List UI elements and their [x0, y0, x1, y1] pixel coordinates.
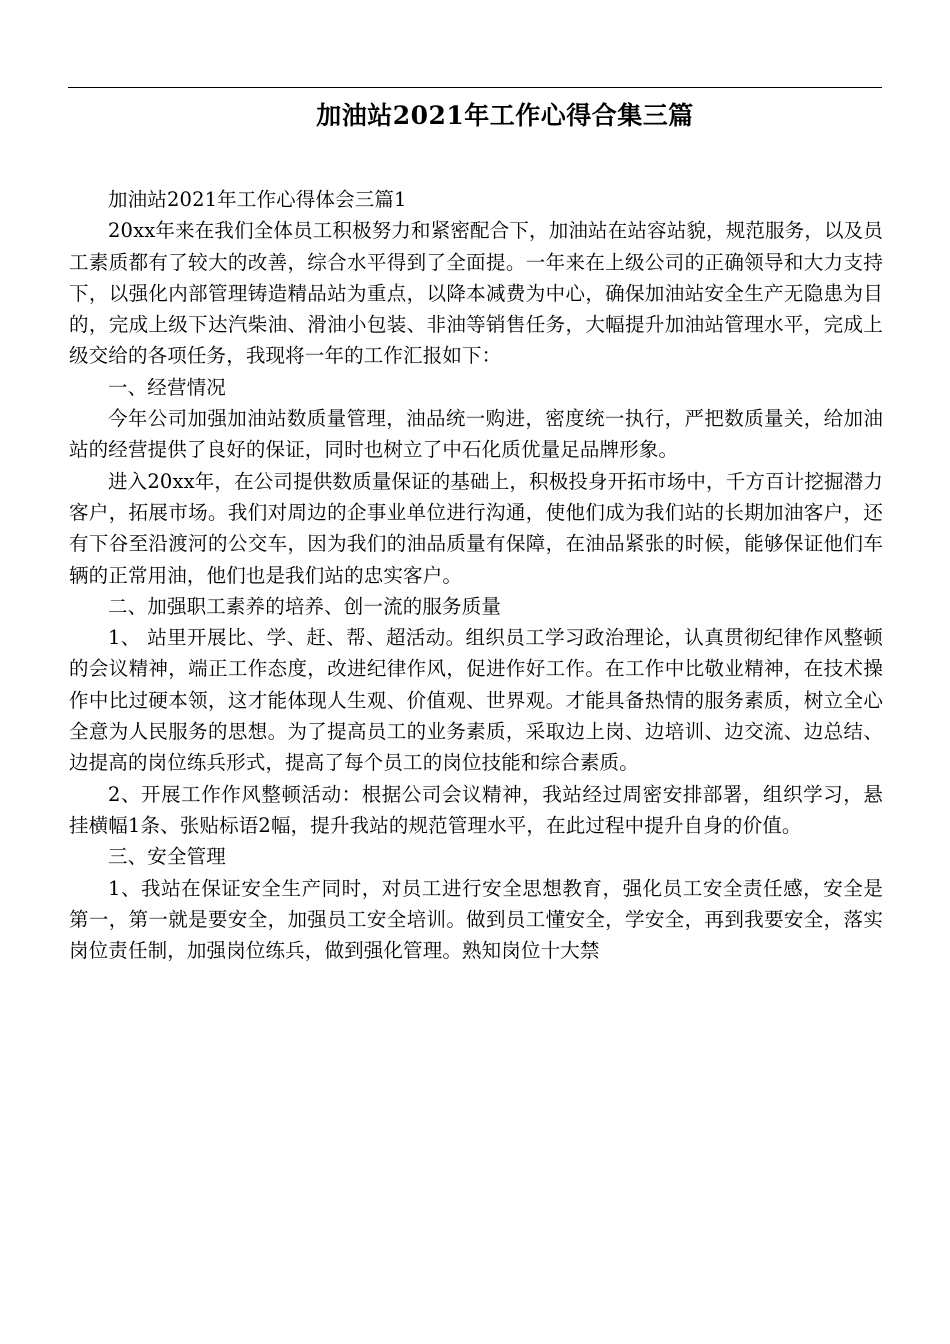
section-heading-staff-training: 二、加强职工素养的培养、创一流的服务质量 — [108, 594, 502, 618]
paragraph-intro: 20xx年来在我们全体员工积极努力和紧密配合下，加油站在站容站貌，规范服务，以及员工素质都有了较大的改善，综合水平得到了全面提。一年来在上级公司的正确领导和大力支持下，以强化内部管理铸造精品站为重点，以降本减费为中心，确保加油站安全生产无隐患为目的，完成上级下达汽柴油、滑油小包装、非油等销售任务，大幅提升加油站管理水平，完成上级交给的各项任务，我现将一年的工作汇报如下： — [69, 219, 883, 368]
paragraph-safety-education: 1、我站在保证安全生产同时，对员工进行安全思想教育，强化员工安全责任感，安全是第一，第一就是要安全，加强员工安全培训。做到员工懂安全，学安全，再到我要安全，落实岗位责任制，加强岗位练兵，做到强化管理。熟知岗位十大禁 — [69, 876, 883, 963]
header-rule — [68, 87, 882, 88]
document-title: 加油站2021年工作心得合集三篇 — [316, 101, 694, 130]
paragraph-work-style: 2、开展工作作风整顿活动：根据公司会议精神，我站经过周密安排部署，组织学习，悬挂横幅1条、张贴标语2幅，提升我站的规范管理水平，在此过程中提升自身的价值。 — [69, 782, 883, 837]
paragraph-quality-management: 今年公司加强加油站数质量管理，油品统一购进，密度统一执行，严把数质量关，给加油站的经营提供了良好的保证，同时也树立了中石化质优量足品牌形象。 — [69, 407, 883, 462]
document-body — [69, 184, 883, 966]
section-heading-part-1: 加油站2021年工作心得体会三篇1 — [108, 188, 407, 211]
paragraph-market-expansion: 进入20xx年，在公司提供数质量保证的基础上，积极投身开拓市场中，千方百计挖掘潜力客户，拓展市场。我们对周边的企事业单位进行沟通，使他们成为我们站的长期加油客户，还有下谷至沿渡河的公交车，因为我们的油品质量有保障，在油品紧张的时候，能够保证他们车辆的正常用油，他们也是我们站的忠实客户。 — [69, 469, 883, 587]
paragraph-staff-activities: 1、 站里开展比、学、赶、帮、超活动。组织员工学习政治理论，认真贯彻纪律作风整顿的会议精神，端正工作态度，改进纪律作风，促进作好工作。在工作中比敬业精神，在技术操作中比过硬本领，这才能体现人生观、价值观、世界观。才能具备热情的服务素质，树立全心全意为人民服务的思想。为了提高员工的业务素质，采取边上岗、边培训、边交流、边总结、边提高的岗位练兵形式，提高了每个员工的岗位技能和综合素质。 — [69, 626, 883, 775]
section-heading-operations: 一、经营情况 — [108, 375, 226, 399]
section-heading-safety: 三、安全管理 — [108, 845, 226, 869]
